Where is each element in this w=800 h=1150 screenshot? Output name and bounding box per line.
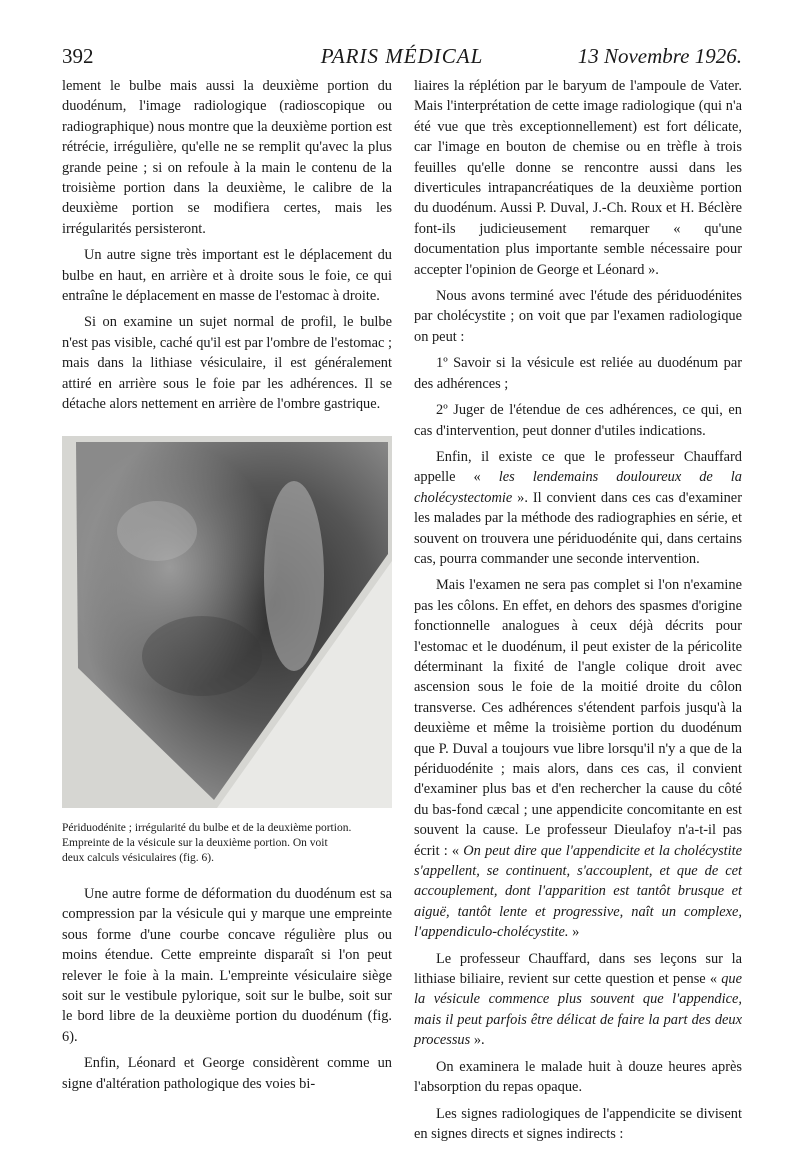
paragraph: Enfin, Léonard et George considèrent comme un signe d'altération pathologique des voies bi- xyxy=(62,1055,392,1092)
right-column xyxy=(414,76,742,1150)
paragraph: lement le bulbe mais aussi la deuxième portion du duodénum, l'image radiologique (radioscopique ou radiographique) nous montre que la deuxième portion est rétrécie, irrégulière, qu'elle ne se remplit qu'avec la plus grande peine ; si on refoule à la main le contenu de la troisième portion dans la deuxième, le calibre de la deuxième portion se modifiera certes, mais les irrégularités persisteront. xyxy=(62,78,392,237)
paragraph xyxy=(414,949,742,1051)
radiograph-figure xyxy=(62,436,392,808)
left-column-top xyxy=(62,76,392,421)
paragraph: Un autre signe très important est le déplacement du bulbe en haut, en arrière et à droite sous le foie, ce qui entraîne le déplacement en masse de l'estomac à droite. xyxy=(62,247,392,305)
paragraph: On examinera le malade huit à douze heures après l'absorption du repas opaque. xyxy=(414,1058,742,1096)
paragraph: Les signes radiologiques de l'appendicite se divisent en signes directs et signes indirects : xyxy=(414,1105,742,1142)
paragraph xyxy=(414,447,742,569)
running-header xyxy=(62,44,742,74)
text-run: ». xyxy=(470,1032,485,1049)
figure-caption xyxy=(62,821,392,865)
text-run: ». Il convient dans ces cas d'examiner les malades par la méthode des radiographies en série, et souvent on trouvera une périduodénite qui, dans certains cas, pourra commander une seconde intervention. xyxy=(414,489,742,567)
text-run: » xyxy=(568,924,580,941)
paragraph: liaires la réplétion par le baryum de l'ampoule de Vater. Mais l'interprétation de cette image radiologique (qui n'a été vue que très exceptionnellement) est fort délicate, car l'image en bouton de chemise ou en trèfle à trois feuilles qu'elle donne se rencontre aussi dans les diverticules intrapancréatiques de la deuxième portion du duodénum. Aussi P. Duval, J.-Ch. Roux et H. Béclère font-ils judicieusement remarquer « qu'une documentation plus importante semble nécessaire pour accepter l'opinion de George et Léonard ». xyxy=(414,78,742,278)
issue-date: 13 Novembre 1926. xyxy=(577,44,742,68)
paragraph: Si on examine un sujet normal de profil, le bulbe n'est pas visible, caché qu'il est par l'ombre de l'estomac ; mais dans la lithiase vésiculaire, il est généralement attiré en arrière sous le foie par les adhérences. Il se détache alors nettement en arrière de l'ombre gastrique. xyxy=(62,314,392,413)
caption-line: Empreinte de la vésicule sur la deuxième portion. On voit xyxy=(62,836,328,849)
paragraph: Une autre forme de déformation du duodénum est sa compression par la vésicule qui y marque une empreinte sous forme d'une courbe concave régulière plus ou moins étendue. Cette empreinte disparaît si l'on peut relever le foie à la main. L'empreinte vésiculaire siège soit sur le vestibule pylorique, soit sur le bulbe, soit sur le bord libre de la deuxième portion du duodénum (fig. 6). xyxy=(62,886,392,1045)
caption-line: deux calculs vésiculaires (fig. 6). xyxy=(62,851,214,864)
caption-line: Périduodénite ; irrégularité du bulbe et de la deuxième portion. xyxy=(62,822,352,834)
radiograph-image xyxy=(62,436,392,808)
journal-title: PARIS MÉDICAL xyxy=(320,44,484,68)
left-column-bottom xyxy=(62,884,392,1100)
quote-italic: les lendemains douloureux de la cholécystectomie xyxy=(414,469,742,506)
text-run: Mais l'examen ne sera pas complet si l'on n'examine pas les côlons. En effet, en dehors des spasmes d'origine fonctionnelle analogues à ceux déjà décrits pour l'estomac et le duodénum, il peut exister de la péricolite déterminant la fixité de l'angle colique droit avec ascension sous le foie de la moitié droite du côlon transverse. Ces adhérences s'étendent parfois jusqu'à la deuxième et même la troisième portion du duodénum que P. Duval a toujours vue libre lorsqu'il n'y a que de la périduodénite ; mais alors, dans ces cas, il convient d'examiner plus bas et d'en rechercher la cause du côté du bas-fond cæcal ; une appendicite concomitante en est souvent la cause. Le professeur Dieulafoy n'a-t-il pas écrit : « xyxy=(414,577,742,859)
text-run: Enfin, il existe ce que le professeur Chauffard appelle « xyxy=(414,448,742,486)
quote-italic: que la vésicule commence plus souvent que l'appendice, mais il peut parfois être délicat de faire la part des deux processus xyxy=(414,971,742,1049)
paragraph xyxy=(414,575,742,942)
list-item: 2º Juger de l'étendue de ces adhérences, ce qui, en cas d'intervention, peut donner d'utiles indications. xyxy=(414,402,742,439)
quote-italic: On peut dire que l'appendicite et la cholécystite s'appellent, se continuent, s'accouplent, et que de cet accouplement, dont l'apparition est tantôt brusque et aiguë, tantôt lente et progressive, naît un complexe, l'appendiculo-cholécystite. xyxy=(414,842,742,941)
page-number: 392 xyxy=(62,44,94,68)
text-run: Le professeur Chauffard, dans ses leçons sur la lithiase biliaire, revient sur cette question et pense « xyxy=(414,950,742,988)
list-item: 1º Savoir si la vésicule est reliée au duodénum par des adhérences ; xyxy=(414,355,742,392)
paragraph: Nous avons terminé avec l'étude des périduodénites par cholécystite ; on voit que par l'examen radiologique on peut : xyxy=(414,288,742,345)
